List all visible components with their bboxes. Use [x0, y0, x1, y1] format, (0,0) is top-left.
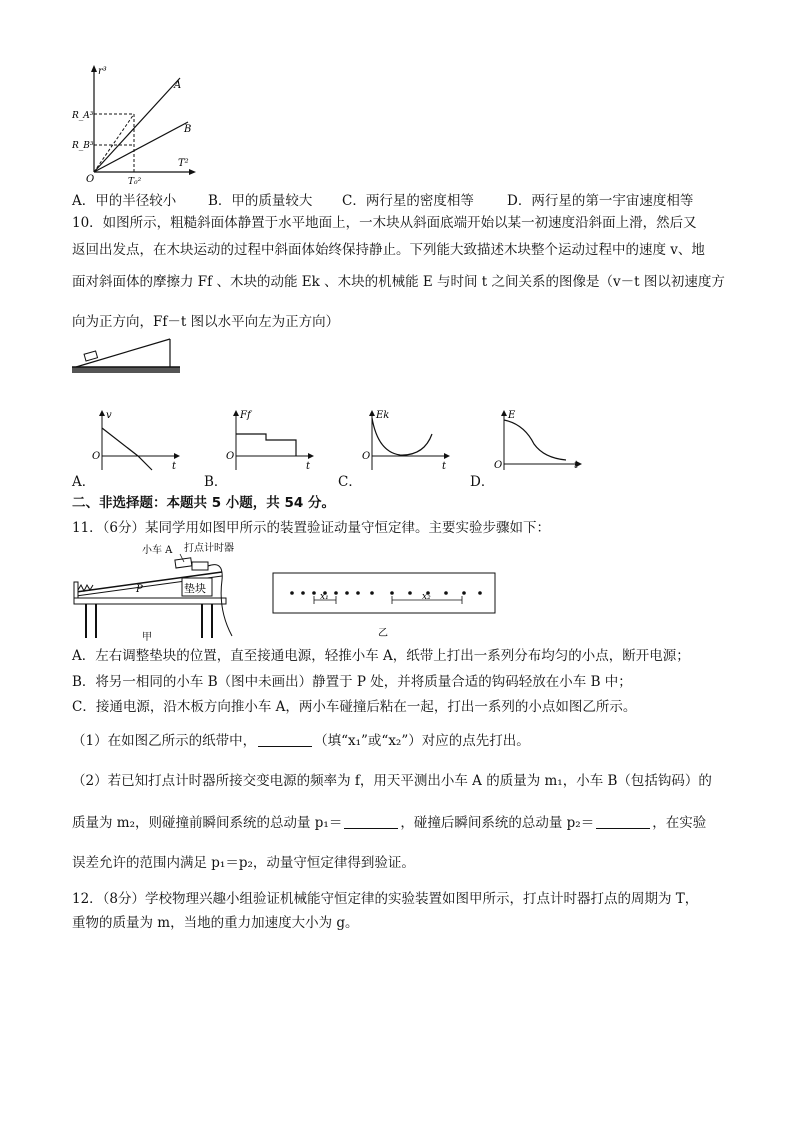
svg-text:乙: 乙	[378, 628, 388, 639]
q9-option-b[interactable]: B．甲的质量较大	[208, 193, 313, 209]
svg-text:t: t	[306, 461, 311, 472]
q10-graph-a	[92, 408, 184, 472]
svg-text:Ek: Ek	[376, 410, 390, 421]
q11-fig-jia	[72, 540, 242, 642]
q10-graph-c	[362, 408, 454, 472]
q10-option-d[interactable]: D．	[470, 474, 495, 490]
svg-text:O: O	[226, 451, 235, 462]
q11-sub1-blank[interactable]	[258, 732, 312, 747]
q11-sub2-line3: 误差允许的范围内满足 p₁＝p₂，动量守恒定律得到验证。	[72, 855, 415, 871]
svg-text:t: t	[574, 460, 579, 471]
q9-option-d[interactable]: D．两行星的第一宇宙速度相等	[507, 193, 694, 209]
q10-line-4: 向为正方向，Ff－t 图以水平向左为正方向）	[72, 314, 340, 330]
r3-t2-graph	[72, 60, 202, 188]
svg-text:t: t	[172, 461, 177, 472]
svg-text:v: v	[106, 410, 112, 421]
axis-y-label: r³	[98, 66, 107, 77]
q10-graph-d	[494, 408, 586, 472]
svg-text:P: P	[136, 584, 143, 595]
q9-option-a[interactable]: A．甲的半径较小	[72, 193, 177, 209]
q10-line-2: 返回出发点，在木块运动的过程中斜面体始终保持静止。下列能大致描述木块整个运动过程中的速度 v、地	[72, 242, 705, 258]
q10-graph-b	[226, 408, 318, 472]
q11-fig-yi	[272, 572, 498, 642]
q12-line-2: 重物的质量为 m，当地的重力加速度大小为 g。	[72, 915, 359, 931]
svg-text:垫块: 垫块	[184, 582, 206, 595]
q10-option-c[interactable]: C．	[338, 474, 362, 490]
svg-text:O: O	[494, 460, 503, 471]
axis-x-label: T²	[178, 158, 189, 169]
svg-text:O: O	[362, 451, 371, 462]
q11-p1-blank[interactable]	[344, 814, 398, 829]
q11-sub2-line2: 质量为 m₂，则碰撞前瞬间系统的总动量 p₁＝ ，碰撞后瞬间系统的总动量 p₂＝ ，在实验	[72, 815, 707, 831]
line-b-label: B	[184, 124, 192, 135]
q10-option-b[interactable]: B．	[204, 474, 228, 490]
tick-rb: R_B³	[72, 141, 94, 151]
origin-label: O	[86, 174, 95, 185]
tick-ra: R_A³	[72, 111, 94, 121]
section2-heading: 二、非选择题：本题共 5 小题，共 54 分。	[72, 495, 335, 511]
q10-line-3: 面对斜面体的摩擦力 Ff 、木块的动能 Ek 、木块的机械能 E 与时间 t 之间关系的图像是（v－t 图以初速度方	[72, 274, 725, 290]
svg-text:x₁: x₁	[320, 592, 329, 602]
svg-text:x₂: x₂	[422, 592, 431, 602]
q11-step-a: A．左右调整垫块的位置，直至接通电源，轻推小车 A，纸带上打出一系列分布均匀的小点，断开电源；	[72, 648, 690, 664]
incline-figure	[72, 335, 184, 377]
q11-p2-blank[interactable]	[596, 814, 650, 829]
q12-line-1: 12．（8分）学校物理兴趣小组验证机械能守恒定律的实验装置如图甲所示，打点计时器打点的周期为 T，	[72, 891, 699, 907]
svg-text:E: E	[508, 410, 516, 421]
q10-line-1: 10．如图所示，粗糙斜面体静置于水平地面上，一木块从斜面底端开始以某一初速度沿斜面上滑，然后又	[72, 215, 697, 231]
q11-step-c: C．接通电源，沿木板方向推小车 A，两小车碰撞后粘在一起，打出一系列的小点如图乙所示。	[72, 699, 637, 715]
q11-sub1: （1）在如图乙所示的纸带中， （填“x₁”或“x₂”）对应的点先打出。	[72, 733, 530, 749]
svg-text:甲: 甲	[142, 632, 152, 642]
svg-text:Ff: Ff	[240, 410, 251, 421]
q11-intro: 11．（6分）某同学用如图甲所示的装置验证动量守恒定律。主要实验步骤如下：	[72, 520, 551, 536]
line-a-label: A	[174, 80, 182, 91]
q10-option-a[interactable]: A．	[72, 474, 96, 490]
svg-text:O: O	[92, 451, 101, 462]
svg-text:t: t	[442, 461, 447, 472]
tick-t0: T₀²	[128, 177, 142, 187]
q11-sub2-line1: （2）若已知打点计时器所接交变电源的频率为 f，用天平测出小车 A 的质量为 m₁，小车 B（包括钩码）的	[72, 773, 712, 789]
svg-text:打点计时器: 打点计时器	[184, 543, 234, 554]
svg-text:小车 A: 小车 A	[142, 545, 173, 556]
q9-option-c[interactable]: C．两行星的密度相等	[342, 193, 474, 209]
q11-step-b: B．将另一相同的小车 B（图中未画出）静置于 P 处，并将质量合适的钩码轻放在小车 B 中；	[72, 674, 632, 690]
